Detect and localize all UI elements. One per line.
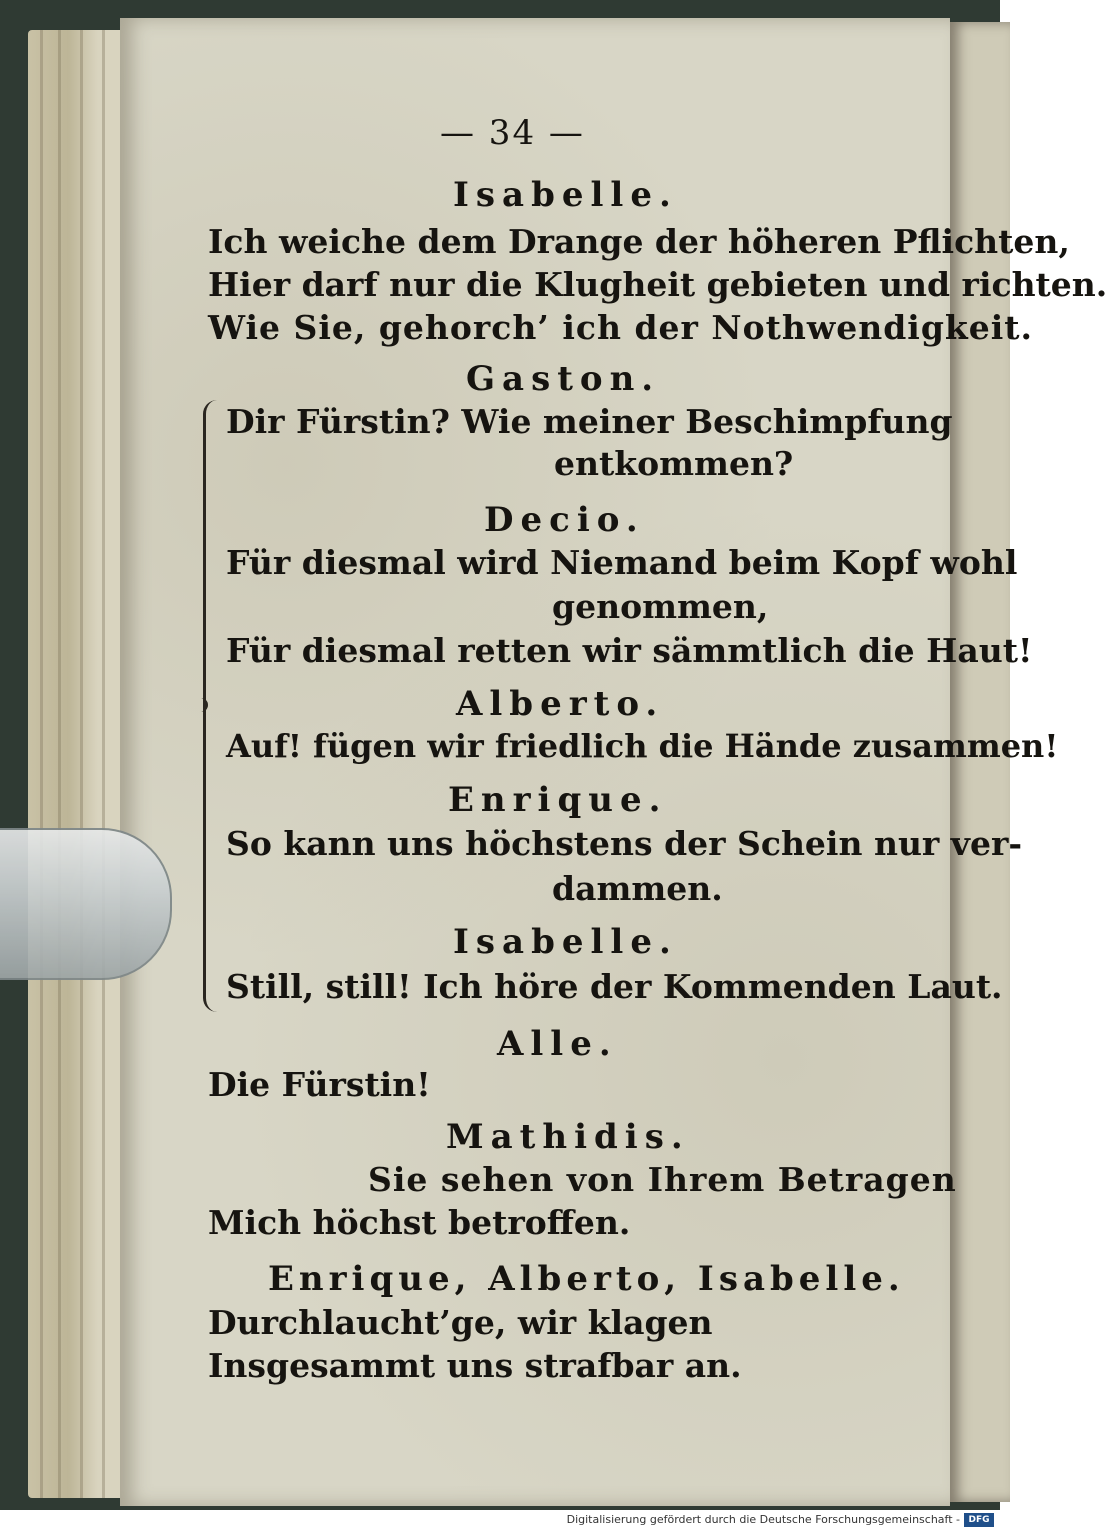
verse-line: Hier darf nur die Klugheit gebieten und richten.: [208, 265, 1107, 304]
speaker-gaston: Gaston.: [466, 359, 661, 399]
speaker-enrique: Enrique.: [448, 780, 668, 820]
verse-line: So kann uns höchstens der Schein nur ver-: [226, 824, 1023, 863]
page-edge: [40, 30, 43, 1498]
verse-line: Dir Fürstin? Wie meiner Beschimpfung: [226, 402, 953, 441]
verse-line: Sie sehen von Ihrem Betragen: [368, 1160, 957, 1199]
verse-line: entkommen?: [554, 444, 794, 483]
verse-line: Für diesmal wird Niemand beim Kopf wohl: [226, 543, 1018, 582]
verse-line: genommen,: [552, 587, 769, 626]
verse-line: Insgesammt uns strafbar an.: [208, 1346, 742, 1385]
speaker-group: Enrique, Alberto, Isabelle.: [268, 1259, 905, 1299]
verse-line: Die Fürstin!: [208, 1065, 431, 1104]
ensemble-bracket: [203, 400, 220, 1012]
verse-line: dammen.: [552, 869, 723, 908]
verse-line: Durchlaucht’ge, wir klagen: [208, 1303, 713, 1342]
verse-line: Für diesmal retten wir sämmtlich die Haut!: [226, 631, 1033, 670]
speaker-isabelle: Isabelle.: [453, 175, 678, 215]
page-edge: [102, 30, 105, 1498]
verse-line: Ich weiche dem Drange der höheren Pflichten,: [208, 222, 1070, 261]
speaker-alberto: Alberto.: [456, 684, 665, 724]
verse-line: Mich höchst betroffen.: [208, 1203, 631, 1242]
verse-line: Still, still! Ich höre der Kommenden Laut.: [226, 967, 1003, 1006]
verse-line: Wie Sie, gehorch’ ich der Nothwendigkeit.: [208, 308, 1034, 347]
bracket-tip: [197, 698, 208, 712]
speaker-isabelle: Isabelle.: [453, 922, 678, 962]
page-edge: [80, 30, 83, 1498]
page-edge: [58, 30, 61, 1498]
dfg-logo: DFG: [964, 1513, 994, 1527]
speaker-decio: Decio.: [484, 500, 645, 540]
page-holder-clip: [0, 828, 172, 980]
speaker-mathidis: Mathidis.: [446, 1117, 690, 1157]
speaker-alle: Alle.: [497, 1024, 618, 1064]
footer-credit: Digitalisierung gefördert durch die Deutsche Forschungsgemeinschaft -: [566, 1513, 960, 1526]
verse-line: Auf! fügen wir friedlich die Hände zusammen!: [226, 727, 1059, 765]
page-number: — 34 —: [440, 113, 585, 153]
